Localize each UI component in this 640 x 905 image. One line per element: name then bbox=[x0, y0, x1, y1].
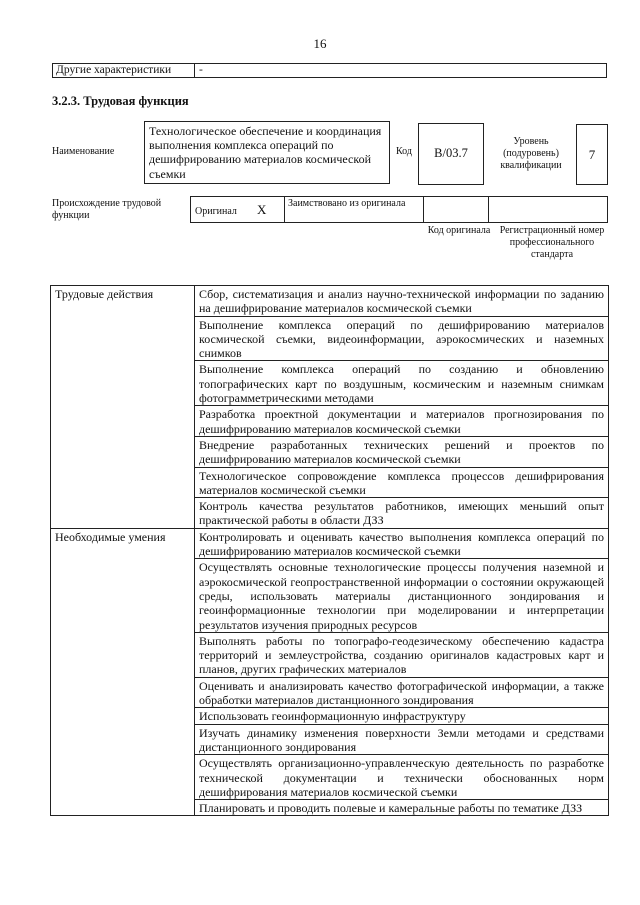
qualification-level-value: 7 bbox=[576, 124, 608, 185]
original-cell bbox=[190, 196, 285, 223]
labor-action-item: Внедрение разработанных технических решений и проектов по дешифрированию материалов космической съемки bbox=[195, 436, 609, 467]
table-row bbox=[51, 286, 609, 317]
origin-label: Происхождение трудовой функции bbox=[52, 198, 162, 221]
function-code: B/03.7 bbox=[418, 123, 484, 185]
skill-item: Осуществлять организационно-управленческую деятельность по разработке технической документации и технически обоснованных норм дешифрирования материалов космической съемки bbox=[195, 755, 609, 800]
borrowed-label: Заимствовано из оригинала bbox=[288, 198, 406, 209]
skill-item: Контролировать и оценивать качество выполнения комплекса операций по дешифрированию материалов космической съемки bbox=[195, 528, 609, 559]
labor-action-item: Сбор, систематизация и анализ научно-технической информации по заданию на дешифрирование материалов космической съемки bbox=[195, 286, 609, 317]
page-number: 16 bbox=[313, 36, 327, 51]
function-details-table bbox=[50, 285, 609, 816]
labor-action-item: Выполнение комплекса операций по созданию и обновлению топографических карт по воздушным, космическим и наземным снимкам фотограмметрическими методами bbox=[195, 361, 609, 406]
registration-number-cell bbox=[488, 196, 608, 223]
borrowed-cell bbox=[284, 196, 424, 223]
original-mark: X bbox=[257, 202, 267, 217]
section-title: 3.2.3. Трудовая функция bbox=[52, 94, 189, 108]
function-name: Технологическое обеспечение и координация выполнения комплекса операций по дешифрированию материалов космической съемки bbox=[144, 121, 390, 184]
original-code-cell bbox=[423, 196, 489, 223]
other-characteristics-row bbox=[52, 63, 607, 78]
code-label: Код bbox=[396, 146, 412, 157]
labor-action-item: Контроль качества результатов работников, имеющих меньший опыт практической работы в области ДЗЗ bbox=[195, 498, 609, 529]
name-label: Наименование bbox=[52, 146, 115, 157]
labor-action-item: Выполнение комплекса операций по дешифрированию материалов космической съемки, видеоинформации, аэрокосмических и наземных снимков bbox=[195, 316, 609, 361]
other-characteristics-label: Другие характеристики bbox=[53, 64, 195, 77]
origin-row bbox=[190, 196, 608, 223]
table-row bbox=[51, 528, 609, 559]
labor-action-item: Разработка проектной документации и материалов прогнозирования по дешифрированию материалов космической съемки bbox=[195, 406, 609, 437]
skill-item: Выполнять работы по топографо-геодезическому обеспечению кадастра территорий и землеустройства, созданию оригиналов кадастровых карт и планов, других графических материалов bbox=[195, 632, 609, 677]
skill-item: Изучать динамику изменения поверхности Земли методами и средствами дистанционного зондирования bbox=[195, 724, 609, 755]
labor-actions-label: Трудовые действия bbox=[51, 286, 195, 529]
labor-action-item: Технологическое сопровождение комплекса процессов дешифрирования материалов космической съемки bbox=[195, 467, 609, 498]
skill-item: Планировать и проводить полевые и камеральные работы по тематике ДЗЗ bbox=[195, 800, 609, 816]
required-skills-label: Необходимые умения bbox=[51, 528, 195, 816]
qualification-level-label: Уровень (подуровень) квалификации bbox=[500, 136, 562, 171]
skill-item: Осуществлять основные технологические процессы получения наземной и аэрокосмической геопространственной информации о состоянии окружающей среды, использовать материалы дистанционного зондирования и геоинформационные технологии при моделировании и интерпретации результатов изучения природных ресурсов bbox=[195, 559, 609, 632]
original-label: Оригинал bbox=[195, 206, 237, 217]
skill-item: Использовать геоинформационную инфраструктуру bbox=[195, 708, 609, 724]
original-code-caption: Код оригинала bbox=[427, 225, 491, 236]
skill-item: Оценивать и анализировать качество фотографической информации, а также обработки материалов дистанционного зондирования bbox=[195, 677, 609, 708]
other-characteristics-value: - bbox=[199, 64, 203, 76]
registration-number-caption: Регистрационный номер профессионального стандарта bbox=[499, 225, 605, 260]
